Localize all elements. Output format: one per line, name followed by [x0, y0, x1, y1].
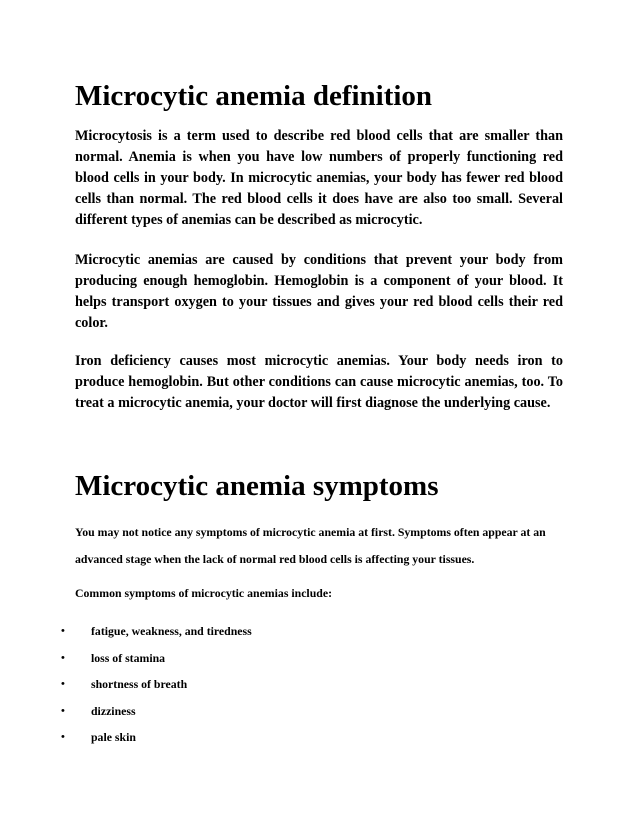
section-heading-symptoms: Microcytic anemia symptoms [75, 470, 439, 502]
symptom-label: dizziness [91, 703, 136, 718]
section-heading-definition: Microcytic anemia definition [75, 80, 433, 112]
symptom-label: loss of stamina [91, 650, 166, 665]
symptom-label: pale skin [91, 730, 136, 744]
definition-paragraph: Microcytosis is a term used to describe red blood cells that are smaller than normal. Anemia is when you have low numbers of properly functioning red blood cells in your body. In microcytic anemias, your body has fewer red blood cells than normal. The red blood cells it does have are also too small. Several different types of anemias can be described as microcytic. [75, 128, 563, 228]
causes-paragraph: Microcytic anemias are caused by conditions that prevent your body from producing enough hemoglobin. Hemoglobin is a component of your blood. It helps transport oxygen to your tissues and gives your red blood cells their red color. [75, 252, 563, 331]
bullet-icon: • [61, 731, 65, 743]
symptom-label: shortness of breath [91, 677, 188, 691]
bullet-icon: • [61, 678, 65, 690]
iron-deficiency-paragraph: Iron deficiency causes most microcytic anemias. Your body needs iron to produce hemoglobin. But other conditions can cause microcytic anemias, too. To treat a microcytic anemia, your doctor will first diagnose the underlying cause. [75, 353, 563, 411]
bullet-icon: • [61, 625, 65, 637]
bullet-icon: • [61, 651, 65, 664]
bullet-icon: • [61, 704, 65, 717]
symptoms-intro-paragraph: You may not notice any symptoms of microcytic anemia at first. Symptoms often appear at an advanced stage when the lack of normal red blood cells is affecting your tissues. [75, 525, 546, 566]
symptoms-list-intro: Common symptoms of microcytic anemias include: [75, 586, 332, 600]
symptom-label: fatigue, weakness, and tiredness [91, 624, 252, 638]
